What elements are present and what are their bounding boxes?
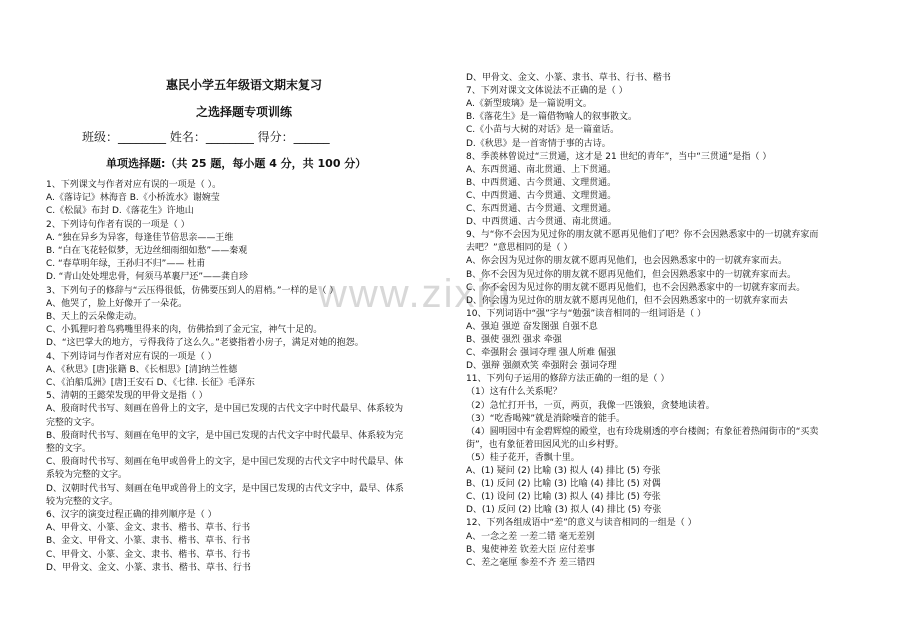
- left-text-line: B. “白在飞花轻似梦，无边丝细雨细如愁”——秦观: [46, 246, 248, 256]
- right-text-line: C、你不会因为见过你的朋友就不愿再见他们，也不会因熟悉家中的一切就弃家而去。: [466, 282, 806, 293]
- right-text-line: D、中西贯通、古今贯通、南北贯通。: [466, 217, 617, 228]
- left-text-line: B、金文、甲骨文、小篆、隶书、楷书、草书、行书: [46, 536, 251, 547]
- left-text-line: D、“这巴掌大的地方，亏得我待了这么久。”老婆指着小房子，满足对她的抱怨。: [46, 338, 364, 349]
- left-text-line: 整的文字。: [46, 444, 92, 454]
- left-text-line: C、小狐狸叼着鸟鸦嘴里得来的肉，仿佛拾到了金元宝，神气十足的。: [46, 325, 323, 336]
- left-text-line: 3、下列句子的修辞与“云压得很低，仿佛要压到人的眉梢。”一样的是（ ）: [46, 285, 339, 296]
- right-text-line: B、鬼使神差 钦差大臣 应付差事: [466, 544, 595, 555]
- right-text-line: D、强辩 强颜欢笑 牵强附会 强词夺理: [466, 361, 617, 372]
- right-text-line: C、差之毫厘 参差不齐 差三错四: [466, 557, 596, 568]
- left-text-line: A. “独在异乡为异客，每逢佳节倍思亲——王维: [46, 232, 234, 243]
- right-text-line: D、甲骨文、金文、小篆、隶书、草书、行书、楷书: [466, 73, 671, 83]
- left-text-line: 6、汉字的演变过程正确的排列顺序是（ ）: [46, 510, 217, 520]
- right-text-line: C、东西贯通、古今贯通、文理贯通。: [466, 204, 617, 214]
- right-text-line: （4）圆明园中有金碧辉煌的殿堂，也有玲珑剔透的亭台楼阁；有象征着热闹街市的“买卖: [466, 426, 819, 437]
- right-text-line: A.《新型玻璃》是一篇说明文。: [466, 99, 592, 110]
- left-text-line: A.《落诗记》林海音 B.《小桥流水》谢婉莹: [46, 193, 220, 204]
- right-text-line: B、(1) 反问 (2) 比喻 (3) 比喻 (4) 排比 (5) 对偶: [466, 479, 661, 490]
- right-text-line: 8、季羡林曾说过“三贯通，这才是 21 世纪的青年”，当中“三贯通”是指（ ）: [466, 151, 772, 162]
- right-text-line: A、(1) 疑问 (2) 比喻 (3) 拟人 (4) 排比 (5) 夸张: [466, 466, 661, 476]
- right-text-line: （1）这有什么关系呢？: [466, 387, 562, 398]
- right-text-line: B、你不会因为见过你的朋友就不愿再见他们，但会因熟悉家中的一切就弃家而去。: [466, 269, 797, 280]
- left-text-line: D. “青山处处埋忠骨，何须马革裹尸还”——龚自珍: [46, 272, 248, 283]
- right-text-line: 9、与“你不会因为见过你的朋友就不愿再见他们了吧？你不会因熟悉家中的一切就弃家而: [466, 230, 819, 241]
- right-text-line: 11、下列句子运用的修辞方法正确的一组的是（ ）: [466, 374, 670, 385]
- left-text-line: B、天上的云朵像走动。: [46, 312, 143, 322]
- right-text-line: A、东西贯通、南北贯通、上下贯通。: [466, 164, 617, 175]
- left-text-line: 1、下列课文与作者对应有误的一项是（ ）。: [46, 180, 222, 190]
- left-text-line: 4、下列诗词与作者对应有误的一项是（ ）: [46, 351, 217, 362]
- left-text-line: C、殷商时代书写、刻画在龟甲或兽骨上的文字，是中国已发现的古代文字中时代最早、体: [46, 457, 404, 468]
- right-text-line: C、中西贯通、古今贯通、文理贯通。: [466, 190, 617, 201]
- left-text-line: 5、清朝的王懿荣发现的甲骨文是指（ ）: [46, 391, 208, 402]
- right-text-line: A、强迫 强逆 奋发图强 自强不息: [466, 321, 598, 332]
- watermark: www.zixin: [318, 272, 512, 316]
- left-text-line: 完整的文字。: [46, 417, 101, 428]
- left-text-line: C、甲骨文、小篆、金文、隶书、楷书、草书、行书: [46, 549, 251, 560]
- left-text-line: A、甲骨文、小篆、金文、隶书、楷书、草书、行书: [46, 523, 251, 534]
- left-text-line: C、《泊船瓜洲》[唐]王安石 D、《七律. 长征》毛泽东: [46, 378, 255, 388]
- document-subtitle: 之选择题专项训练: [196, 105, 293, 119]
- student-info-line: 班级：________ 姓名：________ 得分：______: [82, 130, 330, 144]
- section-heading: 单项选择题:（共 25 题，每小题 4 分，共 100 分）: [106, 157, 367, 170]
- left-text-line: D、汉朝时代书写、刻画在龟甲或兽骨上的文字，是中国已发现的古代文字中，最早、体系: [46, 483, 404, 494]
- right-text-line: 7、下列对课文文体说法不正确的是（ ）: [466, 86, 628, 97]
- left-text-line: 较为完整的文字。: [46, 496, 119, 507]
- right-text-line: 12、下列各组成语中“差”的意义与读音相同的一组是（ ）: [466, 518, 697, 529]
- left-text-line: B、殷商时代书写、刻画在龟甲的文字，是中国已发现的古代文字中时代最早、体系较为完: [46, 430, 404, 441]
- right-text-line: A、一念之差 一差二错 毫无差别: [466, 531, 595, 542]
- right-text-line: B、中西贯通、古今贯通、文理贯通。: [466, 177, 617, 188]
- right-text-line: C、(1) 设问 (2) 比喻 (3) 拟人 (4) 排比 (5) 夸张: [466, 492, 661, 503]
- right-text-line: （2）急忙打开书，一页，两页，我像一匹饿狼，贪婪地读着。: [466, 400, 715, 411]
- right-text-line: （5）桂子花开，香飘十里。: [466, 452, 580, 463]
- right-text-line: D、你会因为见过你的朋友就不愿再见他们，但不会因熟悉家中的一切就弃家而去: [466, 295, 788, 306]
- right-text-line: C.《小苗与大树的对话》是一篇童话。: [466, 125, 620, 136]
- left-text-line: D、甲骨文、金文、小篆、隶书、楷书、草书、行书: [46, 562, 251, 573]
- document-title: 惠民小学五年级语文期末复习: [166, 78, 323, 92]
- left-text-line: A、他哭了，脸上好像开了一朵花。: [46, 298, 188, 309]
- left-text-line: 2、下列诗句作者有误的一项是（ ）: [46, 219, 190, 230]
- left-text-line: 系较为完整的文字。: [46, 470, 128, 481]
- right-text-line: D.《秋思》是一首寄情于事的古诗。: [466, 138, 611, 149]
- left-text-line: C.《松鼠》布封 D.《落花生》许地山: [46, 206, 194, 217]
- left-text-line: A、《秋思》[唐]张籍 B、《长相思》[清]纳兰性德: [46, 364, 238, 375]
- right-text-line: C、牵强附会 强词夺理 强人所难 倔强: [466, 348, 616, 359]
- right-text-line: B、强使 强烈 强求 牵强: [466, 335, 562, 345]
- right-text-line: 街”，也有象征着田园风光的山乡村野。: [466, 439, 624, 450]
- right-text-line: 10、下列词语中“强”字与“勉强”读音相同的一组词语是（ ）: [466, 308, 706, 319]
- right-text-line: A、你会因为见过你的朋友就不愿再见他们，也会因熟悉家中的一切就弃家而去。: [466, 256, 788, 267]
- right-text-line: 去吧？”意思相同的是（ ）: [466, 243, 573, 254]
- left-text-line: A、殷商时代书写、刻画在兽骨上的文字，是中国已发现的古代文字中时代最早、体系较为: [46, 404, 404, 415]
- right-text-line: B.《落花生》是一篇借物喻人的叙事散文。: [466, 112, 638, 123]
- right-text-line: D、(1) 反问 (2) 比喻 (3) 拟人 (4) 排比 (5) 夸张: [466, 505, 662, 516]
- left-text-line: C. “春草明年绿，王孙归不归”—— 杜甫: [46, 259, 206, 270]
- right-text-line: （3）“吃香喝辣”就是消除噪音的能手。: [466, 413, 626, 424]
